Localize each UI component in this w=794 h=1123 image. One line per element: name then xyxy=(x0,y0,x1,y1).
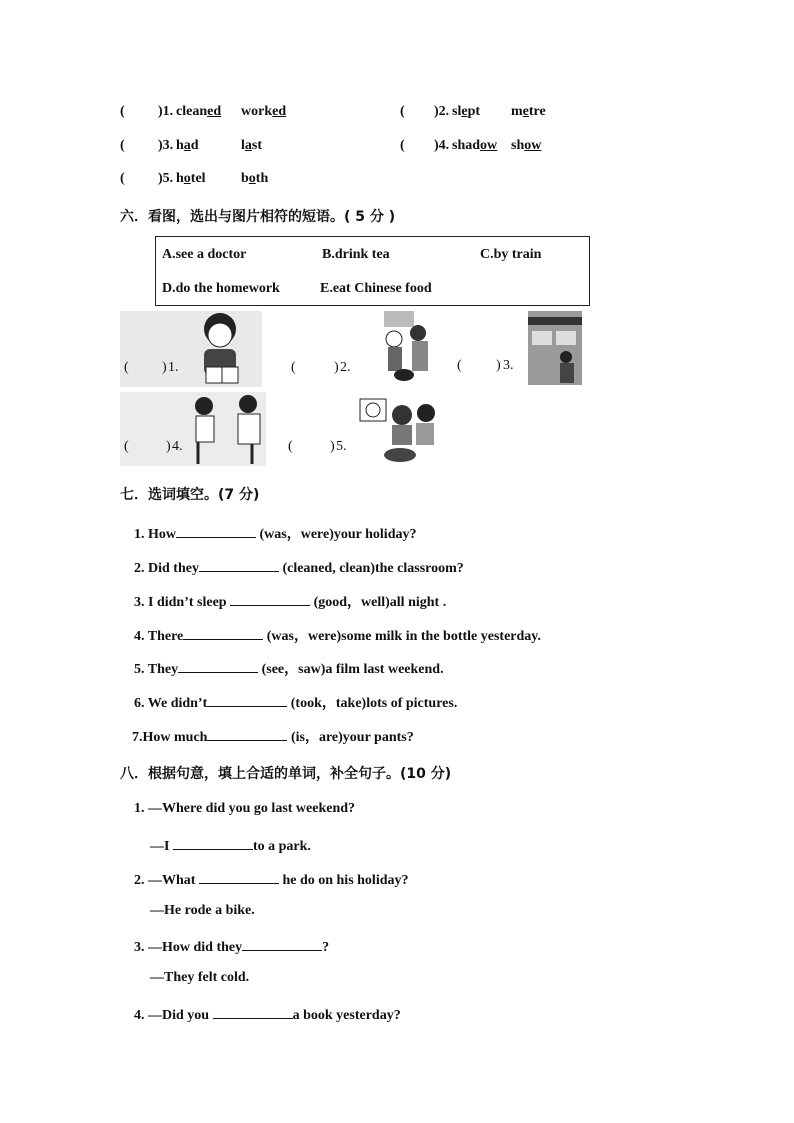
phonics-5-word2: both xyxy=(241,171,269,186)
picture-5-chinese-food xyxy=(356,395,442,465)
sentence-start: 2. Did they xyxy=(134,561,199,576)
dialog-text: 3. —How did they xyxy=(134,940,243,955)
sentence-start: 3. I didn’t sleep xyxy=(134,595,231,610)
option-d: D.do the homework xyxy=(162,281,280,296)
phonics-1-word1: cleaned xyxy=(176,104,222,119)
pic2-label: 2. xyxy=(340,360,351,375)
phonics-4-word2: show xyxy=(511,138,542,153)
pic5-label: 5. xyxy=(336,439,347,454)
pic4-paren-open: ( xyxy=(124,439,129,454)
phonics-2-paren-open: ( xyxy=(400,104,405,119)
fill-blank-item xyxy=(132,726,414,746)
section-7-title: 七．选词填空。(7 分) xyxy=(120,487,260,503)
option-b: B.drink tea xyxy=(322,247,390,262)
pic3-label: 3. xyxy=(503,358,514,373)
sentence-end: (was，were)your holiday? xyxy=(256,527,417,542)
sentence-start: 5. They xyxy=(134,662,179,677)
sentence-end: (was，were)some milk in the bottle yesterday. xyxy=(263,629,542,644)
answer-blank[interactable] xyxy=(207,726,287,741)
answer-blank[interactable] xyxy=(178,658,258,673)
dialog-text-end: he do on his holiday? xyxy=(278,873,409,888)
pic1-paren-close: ) xyxy=(162,360,167,375)
dialog-text-end: ? xyxy=(322,940,330,955)
phonics-1-paren-open: ( xyxy=(120,104,125,119)
dialog-text: 1. —Where did you go last weekend? xyxy=(134,801,356,816)
section-6-title: 六．看图，选出与图片相符的短语。( 5 分 ) xyxy=(120,209,396,225)
sentence-end: (good，well)all night . xyxy=(310,595,447,610)
sentence-end: (cleaned, clean)the classroom? xyxy=(278,561,464,576)
picture-1-boy-homework xyxy=(120,311,262,387)
dialog-text: —They felt cold. xyxy=(150,970,250,985)
phonics-5-number: )5. xyxy=(158,171,174,186)
phonics-1-word2: worked xyxy=(241,104,287,119)
pic4-paren-close: ) xyxy=(166,439,171,454)
fill-blank-item xyxy=(134,625,541,645)
dialog-text: —He rode a bike. xyxy=(150,903,255,918)
phonics-3-word2: last xyxy=(241,138,263,153)
phonics-2-word2: metre xyxy=(511,104,546,119)
fill-blank-item xyxy=(134,692,457,712)
dialog-text: 2. —What xyxy=(134,873,199,888)
sentence-end: (is，are)your pants? xyxy=(287,730,414,745)
phonics-1-number: )1. xyxy=(158,104,174,119)
fill-blank-item xyxy=(134,523,416,543)
dialog-text-end: to a park. xyxy=(252,839,311,854)
dialog-line xyxy=(134,801,355,817)
sentence-start: 7.How much xyxy=(132,730,208,745)
section-8-title: 八．根据句意，填上合适的单词，补全句子。(10 分) xyxy=(120,766,452,782)
picture-2-drink-tea xyxy=(374,311,438,383)
answer-blank[interactable] xyxy=(242,936,322,951)
option-c: C.by train xyxy=(480,247,542,262)
answer-blank[interactable] xyxy=(199,557,279,572)
fill-blank-item xyxy=(134,591,446,611)
phonics-4-word1: shadow xyxy=(452,138,498,153)
phonics-3-word1: had xyxy=(176,138,199,153)
pic2-paren-close: ) xyxy=(334,360,339,375)
pic1-label: 1. xyxy=(168,360,179,375)
fill-blank-item xyxy=(134,658,444,678)
dialog-line xyxy=(150,970,249,986)
phonics-3-number: )3. xyxy=(158,138,174,153)
dialog-text: —I xyxy=(150,839,173,854)
pic5-paren-open: ( xyxy=(288,439,293,454)
dialog-text: 4. —Did you xyxy=(134,1008,213,1023)
dialog-line xyxy=(134,1004,401,1024)
pic1-paren-open: ( xyxy=(124,360,129,375)
phonics-4-paren-open: ( xyxy=(400,138,405,153)
answer-blank[interactable] xyxy=(173,835,253,850)
answer-blank[interactable] xyxy=(207,692,287,707)
picture-3-train xyxy=(528,311,582,385)
option-a: A.see a doctor xyxy=(162,247,247,262)
answer-blank[interactable] xyxy=(213,1004,293,1019)
sentence-start: 1. How xyxy=(134,527,176,542)
answer-blank[interactable] xyxy=(199,869,279,884)
phonics-5-word1: hotel xyxy=(176,171,206,186)
fill-blank-item xyxy=(134,557,464,577)
dialog-text-end: a book yesterday? xyxy=(292,1008,401,1023)
sentence-start: 4. There xyxy=(134,629,184,644)
phonics-4-number: )4. xyxy=(434,138,450,153)
pic4-label: 4. xyxy=(172,439,183,454)
answer-blank[interactable] xyxy=(183,625,263,640)
sentence-end: (took，take)lots of pictures. xyxy=(287,696,458,711)
pic5-paren-close: ) xyxy=(330,439,335,454)
phonics-2-number: )2. xyxy=(434,104,450,119)
options-box xyxy=(155,236,590,306)
dialog-line xyxy=(150,835,311,855)
option-e: E.eat Chinese food xyxy=(320,281,432,296)
answer-blank[interactable] xyxy=(230,591,310,606)
dialog-line xyxy=(134,936,329,956)
answer-blank[interactable] xyxy=(176,523,256,538)
phonics-5-paren-open: ( xyxy=(120,171,125,186)
phonics-2-word1: slept xyxy=(452,104,481,119)
pic3-paren-open: ( xyxy=(457,358,462,373)
dialog-line xyxy=(150,903,255,919)
picture-4-doctor xyxy=(120,392,266,466)
sentence-start: 6. We didn’t xyxy=(134,696,208,711)
pic2-paren-open: ( xyxy=(291,360,296,375)
dialog-line xyxy=(134,869,409,889)
phonics-3-paren-open: ( xyxy=(120,138,125,153)
pic3-paren-close: ) xyxy=(496,358,501,373)
sentence-end: (see，saw)a film last weekend. xyxy=(258,662,444,677)
